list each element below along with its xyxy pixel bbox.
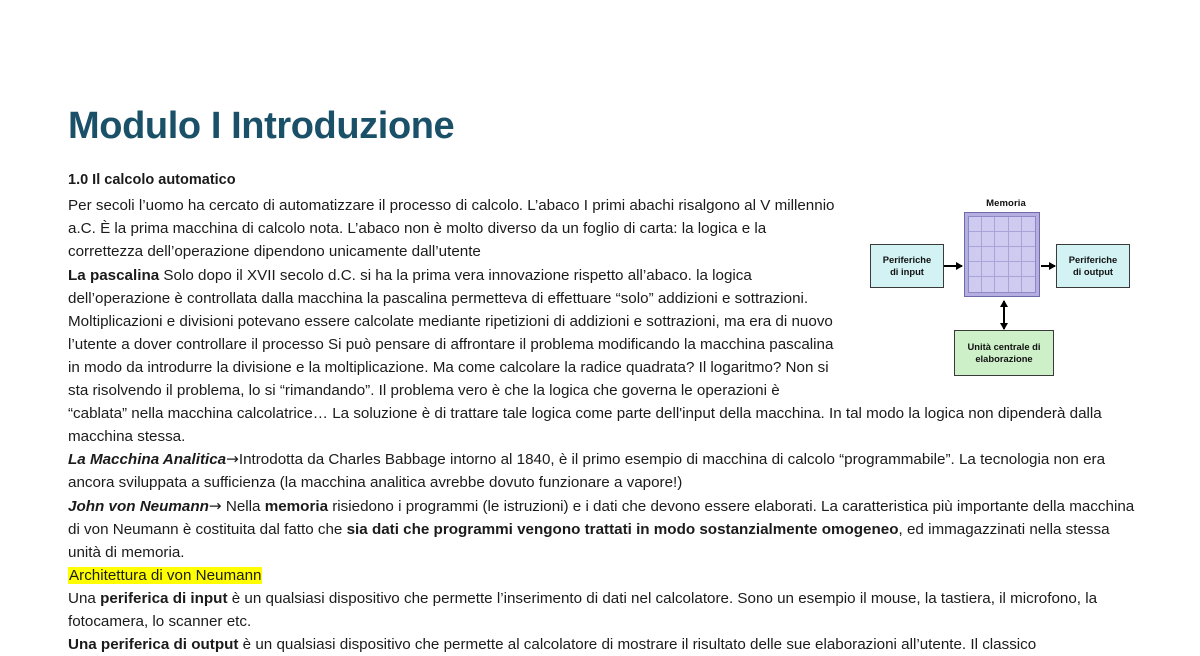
memory-cell — [1022, 262, 1035, 277]
paragraph-periferica-output — [68, 633, 1138, 656]
memory-cell — [1022, 232, 1035, 247]
memory-cell — [982, 277, 995, 292]
paragraph-periferica-input — [68, 587, 1138, 633]
paragraph-von-neumann — [68, 495, 1138, 564]
diagram-memory-block — [964, 212, 1040, 297]
memory-cell — [1009, 262, 1022, 277]
memory-cell — [995, 232, 1008, 247]
paragraph-abaco-text: Per secoli l’uomo ha cercato di automatizzare il processo di calcolo. L’abaco I primi abachi risalgono al V millennio a.C. È la prima macchina di calcolo nota. L’abaco non è molto diverso da un foglio di carta: la logica e la correttezza dell’operazione dipendono unicamente dall’utente — [68, 197, 835, 261]
periferica-input-text-1: Una — [68, 589, 101, 607]
pascalina-label: La pascalina — [68, 266, 160, 284]
diagram-input-label-line1: Periferiche — [882, 253, 932, 265]
arrow-memory-to-output-icon — [1041, 265, 1055, 267]
memory-cell — [982, 247, 995, 262]
von-neumann-text-1: Nella — [221, 497, 265, 515]
von-neumann-text-3: , ed immagazzinati nella stessa unità di memoria. — [68, 520, 1110, 561]
memoria-emphasis: memoria — [264, 497, 329, 515]
diagram-input-box — [870, 244, 944, 288]
document-body — [68, 194, 1138, 656]
memory-cell — [995, 277, 1008, 292]
diagram-cpu-box — [954, 330, 1054, 376]
arrow-right-icon: → — [226, 450, 239, 469]
diagram-output-label-line2: di output — [1072, 266, 1114, 278]
omogeneo-emphasis: sia dati che programmi vengono trattati in modo sostanzialmente omogeneo — [346, 520, 899, 538]
memory-cell — [969, 262, 982, 277]
memory-cell — [995, 262, 1008, 277]
paragraph-macchina-analitica — [68, 448, 1138, 494]
memory-cell — [995, 217, 1008, 232]
von-neumann-text-2: risiedono i programmi (le istruzioni) e i dati che devono essere elaborati. La caratteristica più importante della macchina di von Neumann è costituita dal fatto che — [68, 497, 1135, 538]
von-neumann-diagram — [862, 197, 1138, 383]
von-neumann-label: John von Neumann — [68, 497, 209, 515]
diagram-input-label-line2: di input — [890, 266, 924, 278]
memory-cell — [969, 247, 982, 262]
memory-cell — [969, 217, 982, 232]
page-title: Modulo I Introduzione — [68, 105, 455, 147]
paragraph-macchina-analitica-text: Introdotta da Charles Babbage intorno al 1840, è il primo esempio di macchina di calcolo “programmabile”. La tecnologia non era ancora sviluppata a sufficienza (la macchina analitica avrebbe dovuto funzionare a vapore!) — [68, 451, 1106, 492]
memory-cell — [982, 217, 995, 232]
periferica-output-emphasis: Una periferica di output — [68, 636, 239, 654]
paragraph-highlighted — [68, 564, 1138, 587]
periferica-input-emphasis: periferica di input — [100, 589, 228, 607]
memory-cell — [1009, 277, 1022, 292]
diagram-cpu-label-line1: Unità centrale di — [967, 340, 1041, 352]
periferica-input-text-2: è un qualsiasi dispositivo che permette l’inserimento di dati nel calcolatore. Sono un esempio il mouse, la tastiera, il microfono, la fotocamera, lo scanner etc. — [68, 589, 1098, 630]
paragraph-pascalina-text: Solo dopo il XVII secolo d.C. si ha la prima vera innovazione rispetto all’abaco. la logica dell’operazione è controllata dalla macchina la pascalina permetteva di effettuare “solo” addizioni e sottrazioni. Moltiplicazioni e divisioni potevano essere calcolate mediante ripetizioni di addizioni e sottrazioni, ma era di nuovo l’utente a dover controllare il processo Si può pensare di affrontare il problema modificando la macchina pascalina in modo da introdurre la divisione e la moltiplicazione. Ma come calcolare la radice quadrata? Il logaritmo? Non si sta risolvendo il problema, lo si “rimandando”. Il problema vero è che la logica che governa le operazioni è “cablata” nella macchina calcolatrice… La soluzione è di trattare tale logica come parte dell'input della macchina. In tal modo la logica non dipenderà dalla macchina stessa. — [68, 266, 1102, 446]
section-heading: 1.0 Il calcolo automatico — [68, 171, 236, 188]
memory-cell — [982, 232, 995, 247]
diagram-output-label-line1: Periferiche — [1068, 253, 1118, 265]
memory-cell — [1009, 232, 1022, 247]
arrow-memory-cpu-bidirectional-icon — [1003, 301, 1005, 329]
memory-cell — [1009, 247, 1022, 262]
memory-cell — [1022, 247, 1035, 262]
memory-grid — [968, 216, 1036, 293]
arrow-right-icon: → — [208, 496, 222, 515]
diagram-cpu-label-line2: elaborazione — [975, 353, 1033, 365]
memory-cell — [969, 232, 982, 247]
macchina-analitica-label: La Macchina Analitica — [68, 451, 227, 469]
diagram-output-box — [1056, 244, 1130, 288]
memory-cell — [1009, 217, 1022, 232]
memory-cell — [1022, 277, 1035, 292]
memory-cell — [969, 277, 982, 292]
memory-cell — [982, 262, 995, 277]
memory-cell — [1022, 217, 1035, 232]
von-neumann-diagram-figure — [862, 197, 1138, 383]
highlighted-text: Architettura di von Neumann — [69, 566, 262, 584]
memory-cell — [995, 247, 1008, 262]
diagram-memory-label: Memoria — [986, 198, 1026, 210]
periferica-output-text: è un qualsiasi dispositivo che permette al calcolatore di mostrare il risultato delle sue elaborazioni all’utente. Il classico — [238, 636, 1037, 654]
arrow-input-to-memory-icon — [944, 265, 962, 267]
